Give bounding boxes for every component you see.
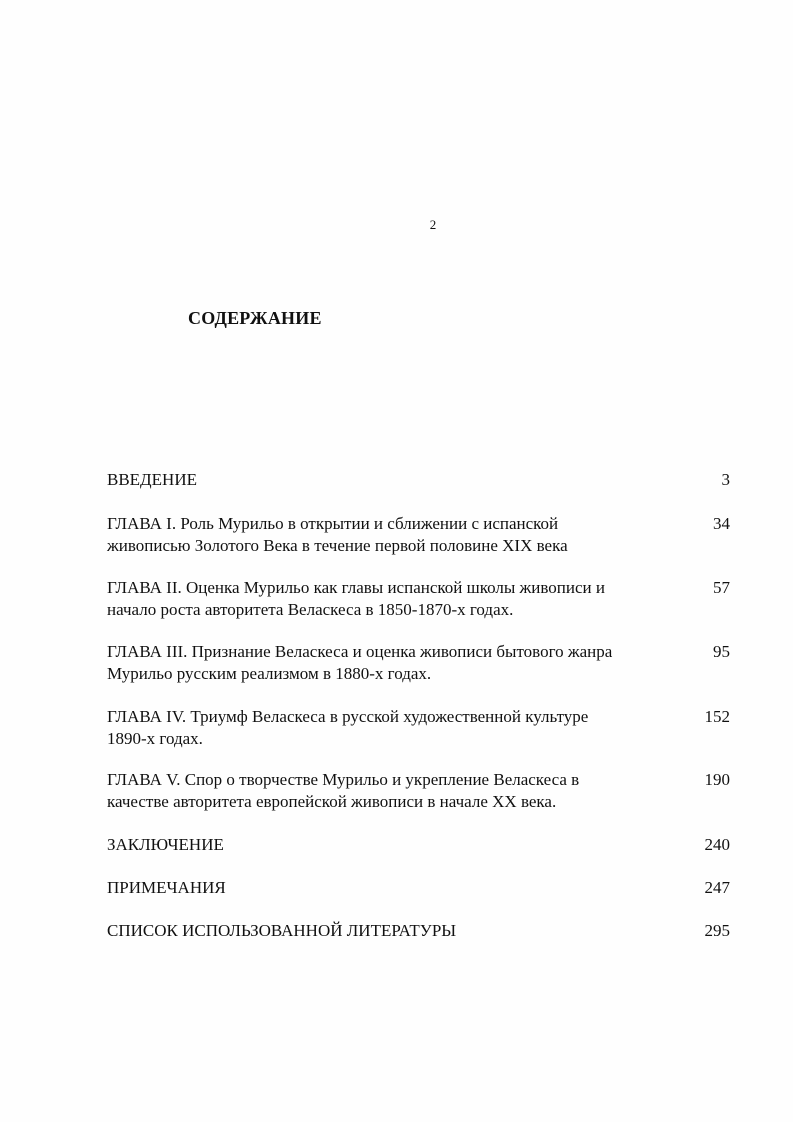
toc-entry-page: 240 xyxy=(704,835,730,854)
toc-entry-text: ГЛАВА III. Признание Веласкеса и оценка живописи бытового жанра xyxy=(107,642,613,661)
toc-entry-text: качестве авторитета европейской живописи в начале XX века. xyxy=(107,792,557,811)
toc-entry-page: 247 xyxy=(704,878,730,897)
toc-entry-text: Мурильо русским реализмом в 1880-х годах. xyxy=(107,664,432,683)
toc-entry-chapter-4 xyxy=(107,706,730,750)
toc-entry-chapter-2 xyxy=(107,577,730,621)
toc-entry-text: 1890-х годах. xyxy=(107,729,203,748)
toc-entry-bibliography xyxy=(107,920,730,942)
toc-entry-text: ВВЕДЕНИЕ xyxy=(107,470,197,489)
toc-entry-text: СПИСОК ИСПОЛЬЗОВАННОЙ ЛИТЕРАТУРЫ xyxy=(107,921,457,940)
toc-entry-page: 152 xyxy=(704,707,730,726)
toc-entry-chapter-1 xyxy=(107,513,730,557)
toc-entry-page: 57 xyxy=(713,578,730,597)
toc-entry-notes xyxy=(107,877,730,899)
toc-entry-page: 295 xyxy=(704,921,730,940)
toc-entry-text: ГЛАВА IV. Триумф Веласкеса в русской художественной культуре xyxy=(107,707,589,726)
toc-title: СОДЕРЖАНИЕ xyxy=(188,308,322,328)
toc-entry-chapter-3 xyxy=(107,641,730,685)
toc-entry-text: ЗАКЛЮЧЕНИЕ xyxy=(107,835,224,854)
toc-entry-introduction xyxy=(107,469,730,491)
toc-entry-conclusion xyxy=(107,834,730,856)
toc-entry-page: 3 xyxy=(721,470,730,489)
toc-entry-page: 34 xyxy=(713,514,730,533)
toc-entry-text: ГЛАВА II. Оценка Мурильо как главы испанской школы живописи и xyxy=(107,578,605,597)
toc-entry-page: 95 xyxy=(713,642,730,661)
toc-entry-text: ГЛАВА V. Спор о творчестве Мурильо и укрепление Веласкеса в xyxy=(107,770,580,789)
toc-entry-page: 190 xyxy=(704,770,730,789)
toc-entry-text: ПРИМЕЧАНИЯ xyxy=(107,878,226,897)
toc-entry-text: начало роста авторитета Веласкеса в 1850-1870-х годах. xyxy=(107,600,514,619)
page-number: 2 xyxy=(429,217,437,232)
toc-entry-text: живописью Золотого Века в течение первой половине XIX века xyxy=(107,536,568,555)
toc-entry-text: ГЛАВА I. Роль Мурильо в открытии и сближении с испанской xyxy=(107,514,559,533)
toc-entry-chapter-5 xyxy=(107,769,730,813)
